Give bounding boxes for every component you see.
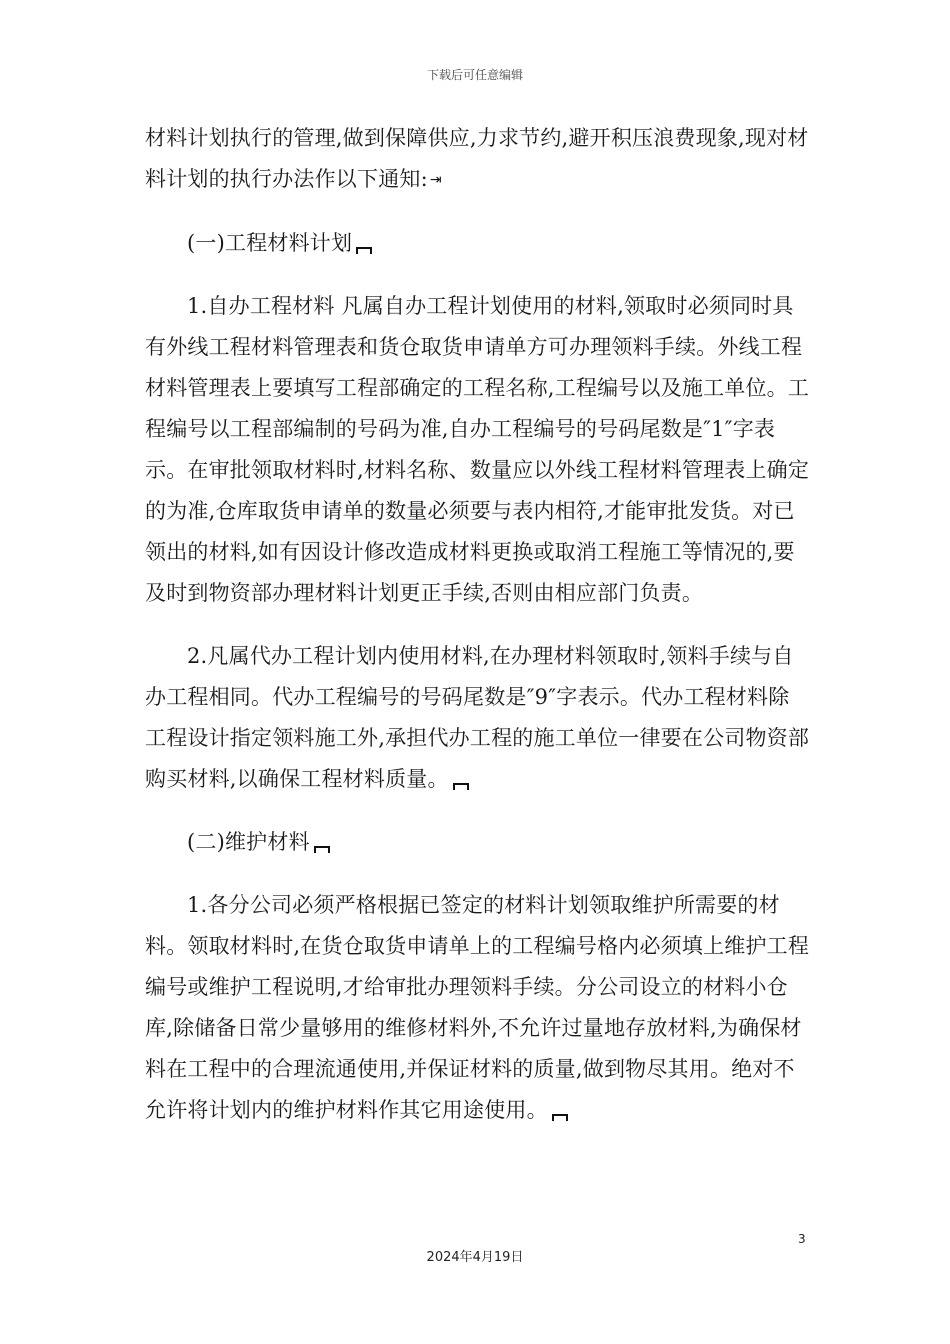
paragraph-mark-icon [453,783,469,790]
paragraph-self-project-text: 1.自办工程材料 凡属自办工程计划使用的材料,领取时必须同时具有外线工程材料管理表和货仓取货申请单方可办理领料手续。外线工程材料管理表上要填写工程部确定的工程名称,工程编号以及施工单位。工程编号以工程部编制的号码为准,自办工程编号的号码尾数是″1″字表示。在审批领取材料时,材料名称、数量应以外线工程材料管理表上确定的为准,仓库取货申请单的数量必须要与表内相符,才能审批发货。对已领出的材料,如有因设计修改造成材料更换或取消工程施工等情况的,要及时到物资部办理材料计划更正手续,否则由相应部门负责。 [145,294,810,605]
paragraph-mark-icon [356,247,372,254]
paragraph-mark-icon [552,1114,568,1121]
paragraph-self-project [145,286,810,614]
tab-mark-icon: ⇥ [429,172,442,188]
intro-paragraph [145,118,810,201]
page-header: 下载后可任意编辑 [426,68,523,82]
section-heading-1 [145,223,810,264]
page-number: 3 [798,1232,806,1246]
paragraph-maintenance-text: 1.各分公司必须严格根据已签定的材料计划领取维护所需要的材料。领取材料时,在货仓取货申请单上的工程编号格内必须填上维护工程编号或维护工程说明,才给审批办理领料手续。分公司设立的材料小仓库,除储备日常少量够用的维修材料外,不允许过量地存放材料,为确保材料在工程中的合理流通使用,并保证材料的质量,做到物尽其用。绝对不允许将计划内的维护材料作其它用途使用。 [145,893,810,1122]
intro-text: 材料计划执行的管理,做到保障供应,力求节约,避开积压浪费现象,现对材料计划的执行办法作以下通知: [145,126,809,191]
paragraph-agent-project-text: 2.凡属代办工程计划内使用材料,在办理材料领取时,领料手续与自办工程相同。代办工程编号的号码尾数是″9″字表示。代办工程材料除工程设计指定领料施工外,承担代办工程的施工单位一律要在公司物资部购买材料,以确保工程材料质量。 [145,644,810,791]
paragraph-maintenance [145,885,810,1131]
section-heading-2-text: (二)维护材料 [187,830,310,854]
paragraph-agent-project [145,636,810,800]
section-heading-1-text: (一)工程材料计划 [187,231,353,255]
paragraph-mark-icon [314,846,330,853]
footer-date: 2024年4月19日 [426,1250,524,1265]
section-heading-2 [145,822,810,863]
document-body [145,118,810,1131]
